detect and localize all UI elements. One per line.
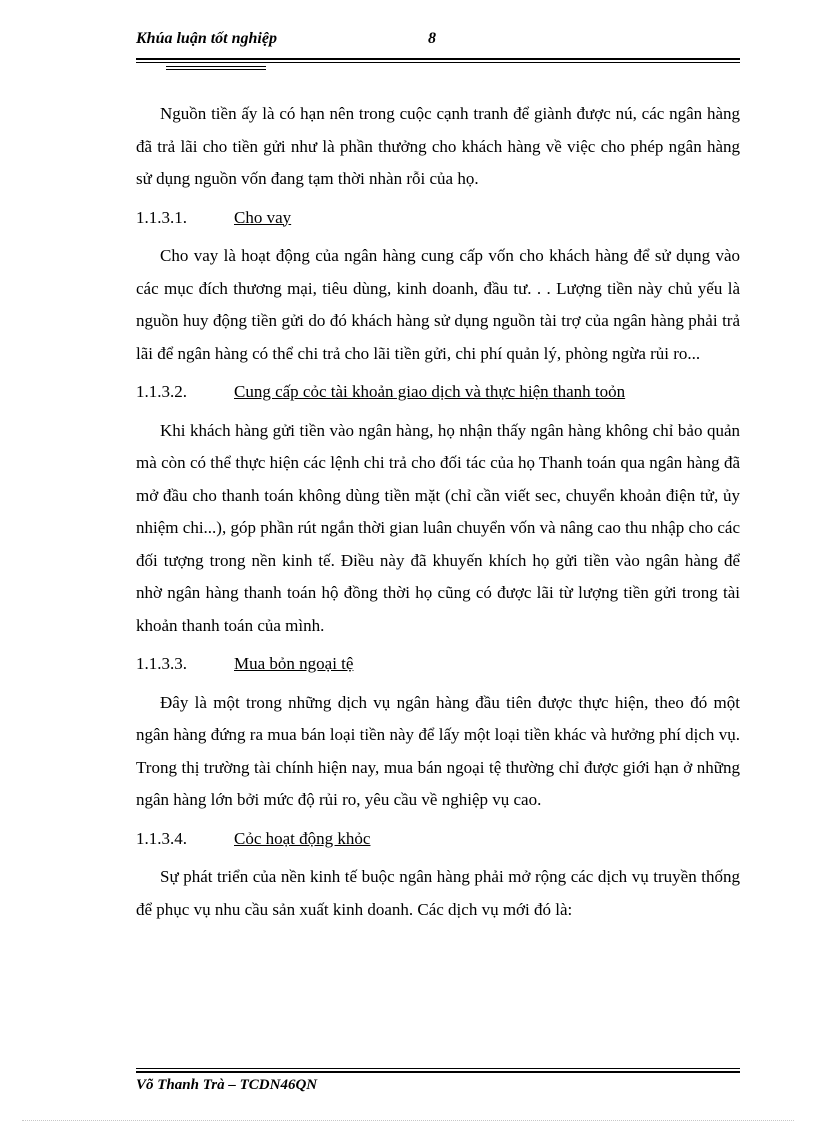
paragraph: Nguồn tiền ấy là có hạn nên trong cuộc cạnh tranh để giành được nú, các ngân hàng đã trả lãi cho tiền gửi như là phần thưởng cho khách hàng về việc cho phép ngân hàng sử dụng nguồn vốn đang tạm thời nhàn rỗi của họ. bbox=[136, 104, 740, 188]
section-title: Mua bỏn ngoại tệ bbox=[234, 654, 354, 673]
page-bottom-dotted-border bbox=[22, 1120, 794, 1121]
section-heading bbox=[136, 376, 740, 409]
section-number: 1.1.3.4. bbox=[136, 828, 187, 848]
section-number: 1.1.3.1. bbox=[136, 207, 187, 227]
section-heading bbox=[136, 202, 740, 235]
section-heading bbox=[136, 648, 740, 681]
paragraph: Khi khách hàng gửi tiền vào ngân hàng, họ nhận thấy ngân hàng không chỉ bảo quản mà còn có thể thực hiện các lệnh chi trả cho đối tác của họ Thanh toán qua ngân hàng đã mở đầu cho thanh toán không dùng tiền mặt (chỉ cần viết sec, chuyển khoản điện tử, ủy nhiệm chi...), góp phần rút ngắn thời gian luân chuyển vốn và nâng cao thu nhập cho các đối tượng trong nền kinh tế. Điều này đã khuyến khích họ gửi tiền vào ngân hàng để nhờ ngân hàng thanh toán hộ đồng thời họ cũng có được lãi từ lượng tiền gửi trong tài khoản thanh toán của mình. bbox=[136, 420, 740, 635]
section-number: 1.1.3.3. bbox=[136, 654, 187, 673]
page-number: 8 bbox=[428, 30, 436, 47]
footer-rule-thin bbox=[136, 1068, 740, 1069]
paragraph: Cho vay là hoạt động của ngân hàng cung cấp vốn cho khách hàng để sử dụng vào các mục đích thương mại, tiêu dùng, kinh doanh, đầu tư. . . Lượng tiền này chủ yếu là nguồn huy động tiền gửi do đó khách hàng sử dụng nguồn tài trợ của ngân hàng phải trả lãi để ngân hàng có thể chi trả cho lãi tiền gửi, chi phí quản lý, phòng ngừa rủi ro... bbox=[136, 246, 740, 363]
header-rule-thin bbox=[136, 62, 740, 63]
section-number: 1.1.3.2. bbox=[136, 382, 187, 401]
header-rule-thick bbox=[136, 58, 740, 60]
header-deco-line bbox=[166, 66, 266, 67]
page-header bbox=[136, 30, 740, 52]
header-title: Khúa luận tốt nghiệp bbox=[136, 30, 277, 47]
footer-author: Võ Thanh Trà – TCDN46QN bbox=[136, 1077, 318, 1093]
paragraph: Đây là một trong những dịch vụ ngân hàng đầu tiên được thực hiện, theo đó một ngân hàng đứng ra mua bán loại tiền này để lấy một loại tiền khác và hưởng phí dịch vụ. Trong thị trường tài chính hiện nay, mua bán ngoại tệ thường chỉ được giới hạn ở những ngân hàng lớn bởi mức độ rủi ro, yêu cầu về nghiệp vụ cao. bbox=[136, 692, 740, 809]
section-title: Cỏc hoạt động khỏc bbox=[234, 828, 371, 848]
footer-rule-thick bbox=[136, 1071, 740, 1073]
section-title: Cung cấp cỏc tài khoản giao dịch và thực hiện thanh toỏn bbox=[234, 382, 626, 401]
paragraph: Sự phát triển của nền kinh tế buộc ngân hàng phải mở rộng các dịch vụ truyền thống để phục vụ nhu cầu sản xuất kinh doanh. Các dịch vụ mới đó là: bbox=[136, 867, 740, 919]
section-heading bbox=[136, 823, 740, 856]
page-content bbox=[136, 98, 740, 926]
section-title: Cho vay bbox=[234, 207, 292, 227]
header-deco-line-2 bbox=[166, 69, 266, 70]
